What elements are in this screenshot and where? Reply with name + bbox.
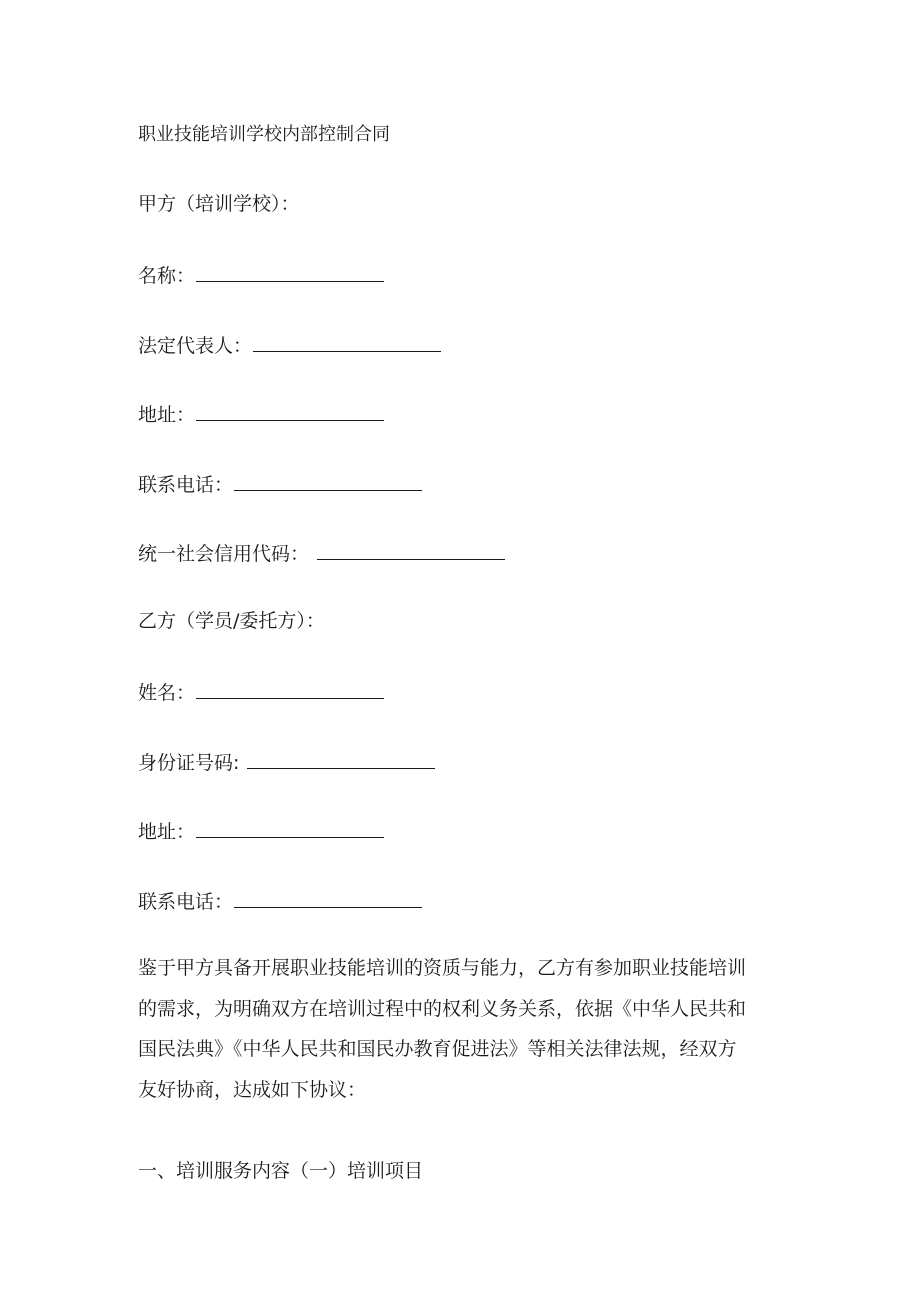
party-b-phone-row [138, 887, 422, 914]
party-a-credit-code-blank[interactable] [317, 539, 505, 560]
party-b-address-row [138, 817, 384, 844]
party-b-name-row [138, 678, 384, 705]
party-b-id-blank[interactable] [247, 748, 435, 769]
preamble-line: 的需求，为明确双方在培训过程中的权利义务关系，依据《中华人民共和 [138, 997, 747, 1020]
preamble-line: 鉴于甲方具备开展职业技能培训的资质与能力，乙方有参加职业技能培训 [138, 957, 747, 979]
party-b-id-label: 身份证号码: [138, 752, 240, 774]
party-a-rep-row [138, 331, 441, 358]
party-a-rep-label: 法定代表人： [138, 335, 253, 357]
party-a-heading: 甲方（培训学校）： [138, 193, 300, 215]
party-b-address-label: 地址： [138, 821, 196, 843]
preamble-line: 国民法典》《中华人民共和国民办教育促进法》等相关法律法规，经双方 [138, 1038, 737, 1061]
party-a-address-blank[interactable] [196, 400, 384, 421]
party-b-address-blank[interactable] [196, 817, 384, 838]
party-b-name-label: 姓名： [138, 682, 196, 704]
party-b-phone-blank[interactable] [234, 887, 422, 908]
party-a-phone-blank[interactable] [234, 470, 422, 491]
party-b-heading: 乙方（学员/委托方）： [138, 610, 325, 632]
party-a-name-label: 名称： [138, 265, 196, 287]
party-b-phone-label: 联系电话： [138, 891, 234, 913]
section-1-heading: 一、培训服务内容（一）培训项目 [138, 1160, 424, 1182]
party-a-credit-code-label: 统一社会信用代码： [138, 543, 310, 565]
party-a-credit-code-row [138, 539, 505, 566]
party-a-phone-label: 联系电话： [138, 474, 234, 496]
preamble-paragraph [138, 948, 788, 1111]
preamble-line: 友好协商，达成如下协议： [138, 1079, 367, 1102]
party-a-rep-blank[interactable] [253, 331, 441, 352]
party-b-name-blank[interactable] [196, 678, 384, 699]
party-b-id-row [138, 748, 435, 775]
party-a-name-blank[interactable] [196, 261, 384, 282]
party-a-address-row [138, 400, 384, 427]
party-a-name-row [138, 261, 384, 288]
party-a-address-label: 地址： [138, 404, 196, 426]
document-title: 职业技能培训学校内部控制合同 [138, 124, 390, 145]
party-a-phone-row [138, 470, 422, 497]
